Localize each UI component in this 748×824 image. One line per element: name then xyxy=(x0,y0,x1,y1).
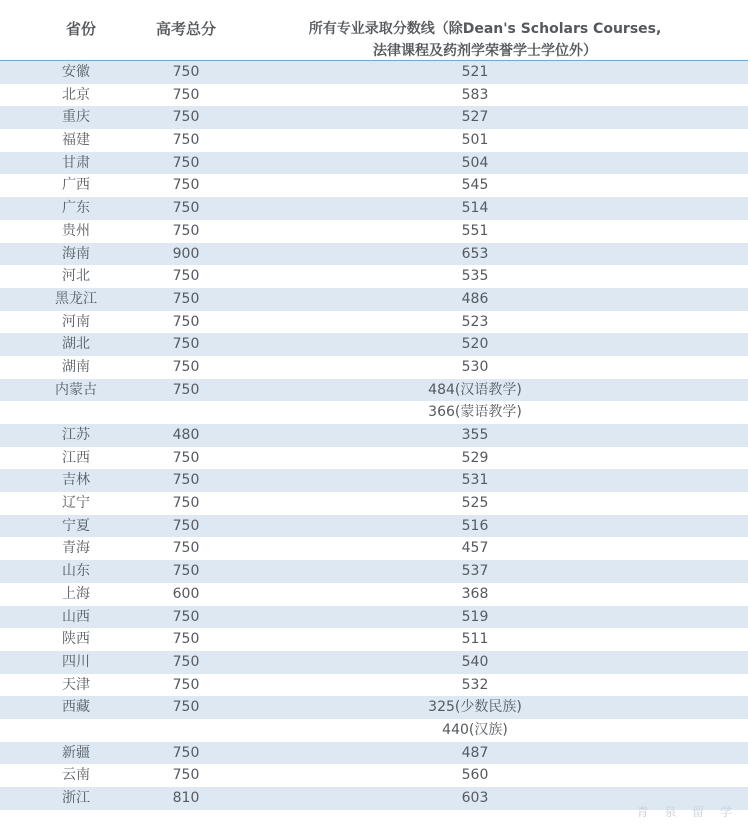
cell-province: 广东 xyxy=(62,200,90,217)
table-row xyxy=(0,560,748,583)
cell-province: 山东 xyxy=(62,563,90,580)
cell-province: 河南 xyxy=(62,313,90,330)
cell-province: 江西 xyxy=(62,449,90,466)
table-row xyxy=(0,333,748,356)
cell-province: 上海 xyxy=(62,585,90,602)
cell-cutoff-score: 540 xyxy=(461,653,489,670)
header-cutoff-line-2: 法律课程及药剂学荣誉学士学位外） xyxy=(373,43,597,59)
table-row xyxy=(0,583,748,606)
cell-cutoff-score: 484(汉语教学) xyxy=(428,381,522,398)
cell-cutoff-score: 560 xyxy=(461,767,489,784)
cell-total-score: 750 xyxy=(172,608,200,625)
cell-cutoff-score: 511 xyxy=(461,631,489,648)
cell-province: 甘肃 xyxy=(62,154,90,171)
cell-total-score: 750 xyxy=(172,517,200,534)
table-row xyxy=(0,515,748,538)
cell-province: 四川 xyxy=(62,653,90,670)
cell-total-score: 750 xyxy=(172,200,200,217)
header-province: 省份 xyxy=(66,20,97,38)
cell-cutoff-score: 514 xyxy=(461,200,489,217)
cell-province: 陕西 xyxy=(62,631,90,648)
cell-total-score: 750 xyxy=(172,336,200,353)
table-row xyxy=(0,742,748,765)
cell-cutoff-score: 516 xyxy=(461,517,489,534)
table-row xyxy=(0,379,748,402)
table-row xyxy=(0,628,748,651)
cell-province: 湖北 xyxy=(62,336,90,353)
cell-cutoff-score: 440(汉族) xyxy=(442,721,508,738)
table-row xyxy=(0,651,748,674)
cell-province: 内蒙古 xyxy=(55,381,97,398)
table-row xyxy=(0,174,748,197)
cell-cutoff-score: 530 xyxy=(461,358,489,375)
cell-total-score: 750 xyxy=(172,563,200,580)
cell-total-score: 750 xyxy=(172,268,200,285)
cell-province: 湖南 xyxy=(62,358,90,375)
cell-province: 青海 xyxy=(62,540,90,557)
cell-province: 宁夏 xyxy=(62,517,90,534)
cell-total-score: 750 xyxy=(172,653,200,670)
cell-total-score: 750 xyxy=(172,177,200,194)
cell-cutoff-score: 527 xyxy=(461,109,489,126)
cell-cutoff-score: 504 xyxy=(461,154,489,171)
cell-cutoff-score: 531 xyxy=(461,472,489,489)
cell-total-score: 750 xyxy=(172,449,200,466)
cell-cutoff-score: 355 xyxy=(461,427,489,443)
cell-cutoff-score: 532 xyxy=(461,676,489,693)
table-row xyxy=(0,106,748,129)
cell-cutoff-score: 457 xyxy=(461,540,489,557)
cell-province: 海南 xyxy=(62,245,90,262)
cell-province: 重庆 xyxy=(62,109,90,126)
table-row xyxy=(0,84,748,107)
table-row xyxy=(0,243,748,266)
cell-cutoff-score: 583 xyxy=(461,86,489,103)
cell-total-score: 750 xyxy=(172,358,200,375)
table-row xyxy=(0,356,748,379)
cell-province: 浙江 xyxy=(62,790,90,806)
table-row xyxy=(0,696,748,719)
cell-province: 江苏 xyxy=(62,427,90,443)
table-row xyxy=(0,719,748,742)
cell-total-score: 750 xyxy=(172,472,200,489)
cell-total-score: 600 xyxy=(172,585,200,602)
cell-cutoff-score: 487 xyxy=(461,744,489,761)
cell-cutoff-score: 537 xyxy=(461,563,489,580)
table-row xyxy=(0,311,748,334)
cell-total-score: 750 xyxy=(172,631,200,648)
table-header xyxy=(0,0,748,62)
cell-total-score: 750 xyxy=(172,109,200,126)
header-cutoff-score xyxy=(285,18,685,62)
table-row xyxy=(0,537,748,560)
cell-total-score: 900 xyxy=(172,245,200,262)
table-row xyxy=(0,469,748,492)
cell-province: 贵州 xyxy=(62,222,90,239)
cell-total-score: 480 xyxy=(172,427,200,443)
cell-total-score: 750 xyxy=(172,132,200,149)
cell-province: 北京 xyxy=(62,86,90,103)
table-row xyxy=(0,606,748,629)
cell-cutoff-score: 653 xyxy=(461,245,489,262)
table-row xyxy=(0,447,748,470)
table-row xyxy=(0,197,748,220)
table-row xyxy=(0,288,748,311)
watermark: 青 泉 留 学 xyxy=(636,805,738,819)
cell-cutoff-score: 325(少数民族) xyxy=(428,699,522,716)
table-row xyxy=(0,220,748,243)
cell-total-score: 750 xyxy=(172,744,200,761)
cell-total-score: 750 xyxy=(172,676,200,693)
cell-total-score: 750 xyxy=(172,64,200,80)
cell-total-score: 750 xyxy=(172,495,200,512)
cell-total-score: 810 xyxy=(172,790,200,806)
table-row xyxy=(0,674,748,697)
cell-total-score: 750 xyxy=(172,381,200,398)
cell-province: 福建 xyxy=(62,132,90,149)
cell-province: 山西 xyxy=(62,608,90,625)
cell-total-score: 750 xyxy=(172,767,200,784)
cell-cutoff-score: 368 xyxy=(461,585,489,602)
cell-province: 辽宁 xyxy=(62,495,90,512)
cell-cutoff-score: 519 xyxy=(461,608,489,625)
cell-province: 广西 xyxy=(62,177,90,194)
cell-province: 新疆 xyxy=(62,744,90,761)
table-row xyxy=(0,265,748,288)
table-row xyxy=(0,401,748,424)
table-row xyxy=(0,61,748,84)
cell-province: 天津 xyxy=(62,676,90,693)
header-cutoff-line-1: 所有专业录取分数线（除Dean's Scholars Courses, xyxy=(308,21,662,37)
cell-cutoff-score: 551 xyxy=(461,222,489,239)
table-body xyxy=(0,61,748,810)
cell-province: 西藏 xyxy=(62,699,90,716)
cell-province: 吉林 xyxy=(62,472,90,489)
cell-total-score: 750 xyxy=(172,290,200,307)
table-row xyxy=(0,129,748,152)
cell-cutoff-score: 501 xyxy=(461,132,489,149)
table-row xyxy=(0,424,748,447)
cell-cutoff-score: 545 xyxy=(461,177,489,194)
table-row xyxy=(0,152,748,175)
cell-cutoff-score: 366(蒙语教学) xyxy=(428,404,522,421)
table-row xyxy=(0,764,748,787)
header-total-score: 高考总分 xyxy=(156,20,217,38)
cell-cutoff-score: 525 xyxy=(461,495,489,512)
table-row xyxy=(0,492,748,515)
cell-total-score: 750 xyxy=(172,313,200,330)
cell-cutoff-score: 523 xyxy=(461,313,489,330)
cell-cutoff-score: 521 xyxy=(461,64,489,80)
cell-cutoff-score: 535 xyxy=(461,268,489,285)
cell-total-score: 750 xyxy=(172,154,200,171)
cell-total-score: 750 xyxy=(172,222,200,239)
cell-province: 黑龙江 xyxy=(55,290,97,307)
cell-total-score: 750 xyxy=(172,699,200,716)
cell-cutoff-score: 486 xyxy=(461,290,489,307)
cell-province: 安徽 xyxy=(62,64,90,80)
cell-cutoff-score: 529 xyxy=(461,449,489,466)
cell-total-score: 750 xyxy=(172,540,200,557)
cell-cutoff-score: 603 xyxy=(461,790,489,806)
cell-cutoff-score: 520 xyxy=(461,336,489,353)
cell-total-score: 750 xyxy=(172,86,200,103)
cell-province: 云南 xyxy=(62,767,90,784)
cell-province: 河北 xyxy=(62,268,90,285)
